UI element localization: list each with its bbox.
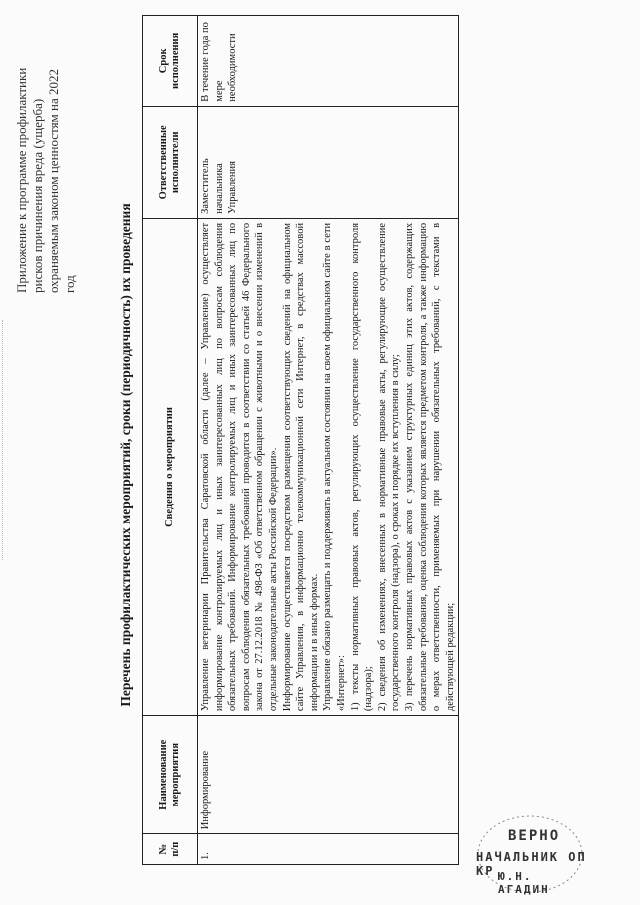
- info-paragraph: 1) тексты нормативных правовых актов, регулирующих осуществление государственного контроля (надзора);: [349, 222, 375, 712]
- row-deadline: В течение года по мере необходимости: [198, 16, 459, 107]
- stamp-line-3: Ю.Н. АГАДИН: [498, 870, 550, 896]
- document-title: Перечень профилактических мероприятий, сроки (периодичность) их проведения: [118, 203, 133, 707]
- header-responsible: Ответственные исполнители: [143, 106, 198, 218]
- header-info: Сведения о мероприятии: [143, 218, 198, 715]
- info-paragraph: Информирование осуществляется посредством размещения соответствующих сведений на официальном сайте Управления, в информационно телекоммуникационной сети Интернет, в средствах массовой информации и в иных формах.: [281, 222, 320, 712]
- info-paragraph: 3) перечень нормативных правовых актов с указанием структурных единиц этих актов, содержащих обязательные требования, оценка соблюдения которых является предметом контроля, а также информацию о мерах ответственности, применяемых при нарушении обязательных требований, с текстами в действующей редакции;: [403, 222, 456, 712]
- table-row: [198, 16, 459, 865]
- info-paragraph: 2) сведения об изменениях, внесенных в нормативные правовые акты, регулирующие осуществление государственного контроля (надзора), о сроках и порядке их вступления в силу;: [376, 222, 402, 712]
- info-paragraph: Управление ветеринарии Правительства Саратовской области (далее – Управление) осуществляет информирование контролируемых лиц и иных заинтересованных лиц по вопросам соблюдения обязательных требований. Информирование контролируемых лиц и иных заинтересованных лиц по вопросам соблюдения обязательных требований проводится в соответствии со статьей 46 Федерального закона от 27.12.2018 № 498-ФЗ «Об ответственном обращении с животными и о внесении изменений в отдельные законодательные акты Российской Федерации».: [200, 222, 279, 712]
- stamp-line-2: НАЧАЛЬНИК ОП КР: [476, 850, 587, 878]
- appendix-note: [14, 23, 78, 293]
- header-deadline: Срок исполнения: [143, 16, 198, 107]
- table-header-row: [143, 16, 198, 865]
- stamp-line-1: ВЕРНО: [508, 828, 561, 844]
- appendix-line-3: охраняемым законом ценностям на 2022: [46, 68, 61, 293]
- row-num: 1.: [198, 834, 459, 865]
- header-num: № п/п: [143, 834, 198, 865]
- measures-table: [142, 15, 459, 865]
- certification-stamp: [470, 796, 590, 896]
- header-name: Наименование мероприятия: [143, 716, 198, 834]
- row-responsible: Заместитель начальника Управления: [198, 106, 459, 218]
- appendix-line-2: рисков причинения вреда (ущерба): [30, 98, 45, 293]
- row-info: [198, 218, 459, 715]
- appendix-line-4: год: [62, 275, 77, 293]
- appendix-line-1: Приложение к программе профилактики: [14, 67, 29, 293]
- row-name: Информирование: [198, 716, 459, 834]
- info-paragraph: Управление обязано размещать и поддерживать в актуальном состоянии на своем официальном сайте в сети «Интернет»:: [322, 222, 347, 712]
- landscape-sheet: [0, 5, 640, 905]
